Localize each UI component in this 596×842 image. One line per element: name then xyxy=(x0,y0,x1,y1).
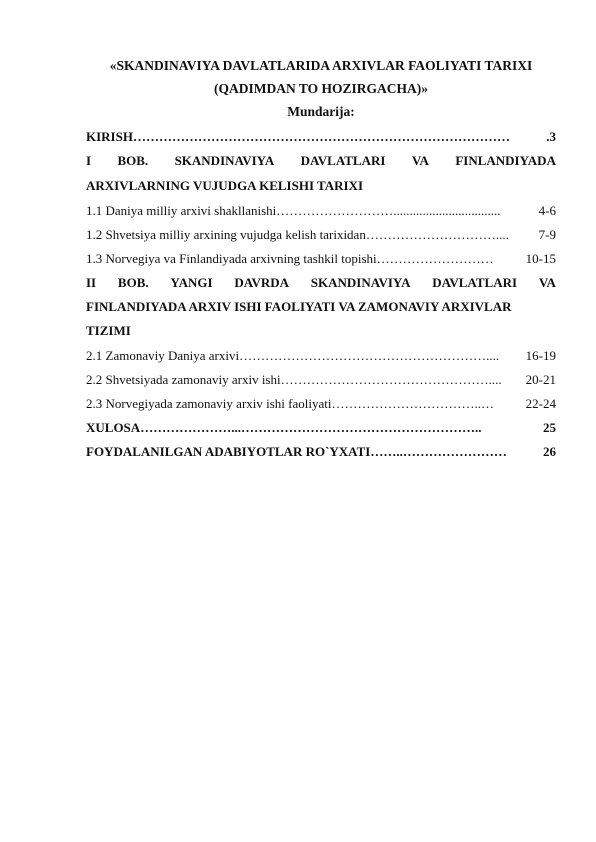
chapter-1-word: SKANDINAVIYA xyxy=(174,153,275,168)
chapter-2-word: II xyxy=(86,275,97,290)
toc-page-number: 10-15 xyxy=(525,251,556,266)
toc-dot-leader: ……………………… xyxy=(376,251,494,266)
toc-chapter-2-line-2[interactable]: FINLANDIYADA ARXIV ISHI FAOLIYATI VA ZAMONAVIY ARXIVLAR xyxy=(86,299,512,314)
toc-dot-leader: ………………………................................. xyxy=(276,203,501,218)
toc-dot-leader: ……………………………..… xyxy=(331,396,494,411)
chapter-2-word: SKANDINAVIYA xyxy=(310,275,411,290)
toc-entry-2-1[interactable] xyxy=(86,348,556,364)
toc-entry-references[interactable] xyxy=(86,444,556,460)
chapter-2-word: BOB. xyxy=(117,275,149,290)
toc-page-number: 20-21 xyxy=(525,372,556,387)
toc-entry-title: XULOSA xyxy=(86,420,141,435)
chapter-1-word: I xyxy=(86,153,92,168)
contents-heading: Mundarija: xyxy=(287,104,355,119)
toc-entry-1-1[interactable] xyxy=(86,203,556,219)
chapter-2-word: YANGI xyxy=(170,275,213,290)
toc-chapter-2-line-1[interactable] xyxy=(86,275,556,291)
toc-page-number: 26 xyxy=(543,444,556,459)
toc-entry-title: 2.3 Norvegiyada zamonaviy arxiv ishi faoliyati xyxy=(86,396,332,411)
toc-entry-2-3[interactable] xyxy=(86,396,556,412)
toc-entry-2-2[interactable] xyxy=(86,372,556,388)
toc-entry-title: KIRISH xyxy=(86,129,133,144)
chapter-1-word: DAVLATLARI xyxy=(300,153,386,168)
toc-page-number: 7-9 xyxy=(538,227,556,242)
toc-page-number: 25 xyxy=(543,420,556,435)
toc-page-number: 16-19 xyxy=(525,348,556,363)
toc-dot-leader: ……..…………………… xyxy=(370,444,507,459)
toc-entry-title: 1.3 Norvegiya va Finlandiyada arxivning tashkil topishi xyxy=(86,251,377,266)
toc-page-number: 22-24 xyxy=(525,396,556,411)
toc-entry-1-2[interactable] xyxy=(86,227,556,243)
toc-entry-intro[interactable] xyxy=(86,129,556,145)
toc-chapter-2-line-3[interactable]: TIZIMI xyxy=(86,323,131,338)
chapter-2-word: DAVLATLARI xyxy=(432,275,518,290)
toc-entry-title: 2.2 Shvetsiyada zamonaviy arxiv ishi xyxy=(86,372,281,387)
toc-dot-leader: …………………………………………………………………………… xyxy=(132,129,510,144)
toc-dot-leader: ………………………………………….... xyxy=(280,372,502,387)
toc-dot-leader: ………………………………………………….... xyxy=(239,348,500,363)
toc-chapter-1-line-2[interactable]: ARXIVLARNING VUJUDGA KELISHI TARIXI xyxy=(86,178,364,193)
document-title-line-1: «SKANDINAVIYA DAVLATLARIDA ARXIVLAR FAOLIYATI TARIXI xyxy=(109,58,533,73)
toc-page-number: .3 xyxy=(546,129,556,144)
toc-dot-leader: ………………………….... xyxy=(365,227,509,242)
toc-entry-title: 1.1 Daniya milliy arxivi shakllanishi xyxy=(86,203,277,218)
toc-entry-1-3[interactable] xyxy=(86,251,556,267)
toc-entry-conclusion[interactable] xyxy=(86,420,556,436)
toc-entry-title: 1.2 Shvetsiya milliy arxining vujudga kelish tarixidan xyxy=(86,227,366,242)
chapter-2-word: VA xyxy=(538,275,556,290)
chapter-1-word: BOB. xyxy=(117,153,149,168)
toc-entry-title: FOYDALANILGAN ADABIYOTLAR RO`YXATI xyxy=(86,444,371,459)
toc-entry-title: 2.1 Zamonaviy Daniya arxivi xyxy=(86,348,240,363)
chapter-1-word: VA xyxy=(411,153,429,168)
toc-page-number: 4-6 xyxy=(538,203,556,218)
chapter-1-word: FINLANDIYADA xyxy=(455,153,556,168)
chapter-2-word: DAVRDA xyxy=(234,275,289,290)
document-title-line-2: (QADIMDAN TO HOZIRGACHA)» xyxy=(213,81,428,96)
toc-dot-leader: …………………...……………………………………………….. xyxy=(140,420,482,435)
toc-chapter-1-line-1[interactable] xyxy=(86,153,556,169)
